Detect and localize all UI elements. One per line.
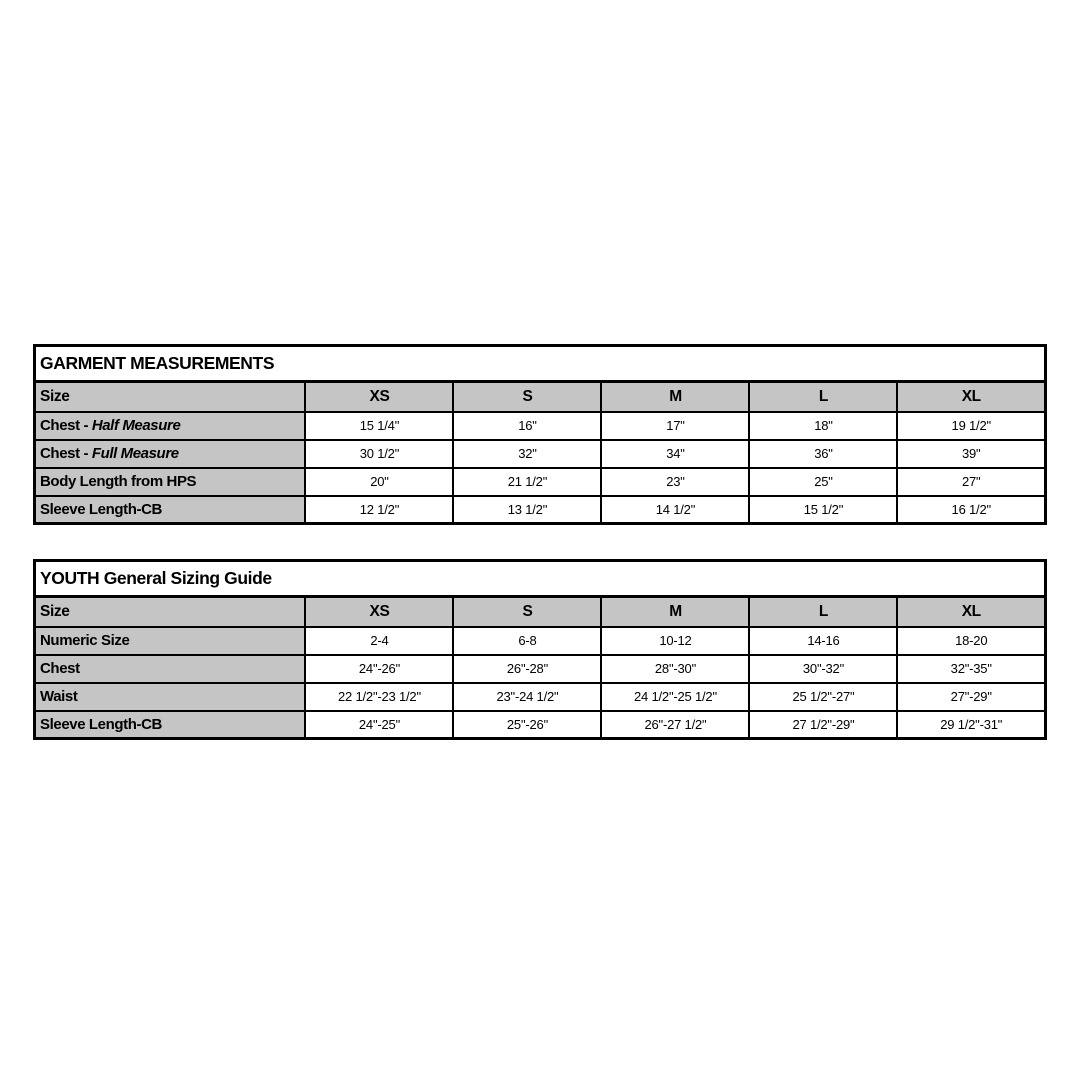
table-row-waist [35, 683, 1046, 711]
value-cell: 15 1/4" [305, 412, 453, 440]
size-header-label: Size [35, 382, 306, 412]
value-cell: 14 1/2" [601, 496, 749, 524]
value-cell: 29 1/2"-31" [897, 711, 1045, 739]
row-label-text: Waist [40, 688, 78, 705]
value-cell: 27"-29" [897, 683, 1045, 711]
value-cell: 25" [749, 468, 897, 496]
size-header-cell-s: S [453, 382, 601, 412]
value-cell: 32"-35" [897, 655, 1045, 683]
size-header-cell-m: M [601, 382, 749, 412]
value-cell: 2-4 [305, 627, 453, 655]
value-cell: 32" [453, 440, 601, 468]
row-label-cell [35, 496, 306, 524]
value-cell: 12 1/2" [305, 496, 453, 524]
row-label-cell [35, 683, 306, 711]
table-row-chest [35, 655, 1046, 683]
value-cell: 24 1/2"-25 1/2" [601, 683, 749, 711]
row-label-cell [35, 627, 306, 655]
size-header-row [35, 597, 1046, 627]
value-cell: 23" [601, 468, 749, 496]
youth-sizing-guide-table [33, 559, 1047, 740]
value-cell: 13 1/2" [453, 496, 601, 524]
value-cell: 28"-30" [601, 655, 749, 683]
table-row-sleeve-length [35, 496, 1046, 524]
row-label-text: Chest - [40, 417, 92, 434]
value-cell: 19 1/2" [897, 412, 1045, 440]
garment-measurements-table [33, 344, 1047, 525]
youth-sizing-guide-section [33, 559, 1047, 740]
size-header-cell-l: L [749, 382, 897, 412]
value-cell: 39" [897, 440, 1045, 468]
value-cell: 15 1/2" [749, 496, 897, 524]
size-header-label: Size [35, 597, 306, 627]
row-label-cell [35, 412, 306, 440]
row-label-text: Chest [40, 660, 80, 677]
garment-measurements-section [33, 344, 1047, 525]
table-row-body-length [35, 468, 1046, 496]
value-cell: 27" [897, 468, 1045, 496]
table-row-chest-half [35, 412, 1046, 440]
value-cell: 25"-26" [453, 711, 601, 739]
row-label-cell [35, 711, 306, 739]
row-label-text: Sleeve Length-CB [40, 500, 162, 518]
size-header-cell-s: S [453, 597, 601, 627]
row-label-text: Body Length from HPS [40, 473, 197, 490]
table-row-sleeve-length [35, 711, 1046, 739]
value-cell: 10-12 [601, 627, 749, 655]
value-cell: 21 1/2" [453, 468, 601, 496]
row-label-text: Chest - [40, 445, 92, 462]
size-header-cell-xs: XS [305, 382, 453, 412]
size-header-cell-xs: XS [305, 597, 453, 627]
value-cell: 17" [601, 412, 749, 440]
table-title-row [35, 561, 1046, 597]
size-header-cell-m: M [601, 597, 749, 627]
row-label-italic-text: Full Measure [91, 445, 179, 462]
value-cell: 30 1/2" [305, 440, 453, 468]
value-cell: 24"-26" [305, 655, 453, 683]
table-title: YOUTH General Sizing Guide [35, 561, 1046, 597]
value-cell: 16 1/2" [897, 496, 1045, 524]
table-row-chest-full [35, 440, 1046, 468]
value-cell: 14-16 [749, 627, 897, 655]
row-label-cell [35, 655, 306, 683]
value-cell: 27 1/2"-29" [749, 711, 897, 739]
row-label-text: Numeric Size [40, 632, 130, 649]
row-label-cell [35, 468, 306, 496]
size-header-cell-l: L [749, 597, 897, 627]
table-title-row [35, 346, 1046, 382]
size-header-cell-xl: XL [897, 382, 1045, 412]
value-cell: 26"-27 1/2" [601, 711, 749, 739]
value-cell: 24"-25" [305, 711, 453, 739]
value-cell: 30"-32" [749, 655, 897, 683]
value-cell: 36" [749, 440, 897, 468]
table-row-numeric-size [35, 627, 1046, 655]
row-label-text: Sleeve Length-CB [40, 715, 162, 733]
table-title: GARMENT MEASUREMENTS [35, 346, 1046, 382]
value-cell: 25 1/2"-27" [749, 683, 897, 711]
row-label-italic-text: Half Measure [91, 417, 181, 434]
value-cell: 23"-24 1/2" [453, 683, 601, 711]
value-cell: 6-8 [453, 627, 601, 655]
value-cell: 16" [453, 412, 601, 440]
value-cell: 26"-28" [453, 655, 601, 683]
value-cell: 34" [601, 440, 749, 468]
value-cell: 18-20 [897, 627, 1045, 655]
size-header-cell-xl: XL [897, 597, 1045, 627]
row-label-cell [35, 440, 306, 468]
value-cell: 20" [305, 468, 453, 496]
size-header-row [35, 382, 1046, 412]
value-cell: 22 1/2"-23 1/2" [305, 683, 453, 711]
value-cell: 18" [749, 412, 897, 440]
